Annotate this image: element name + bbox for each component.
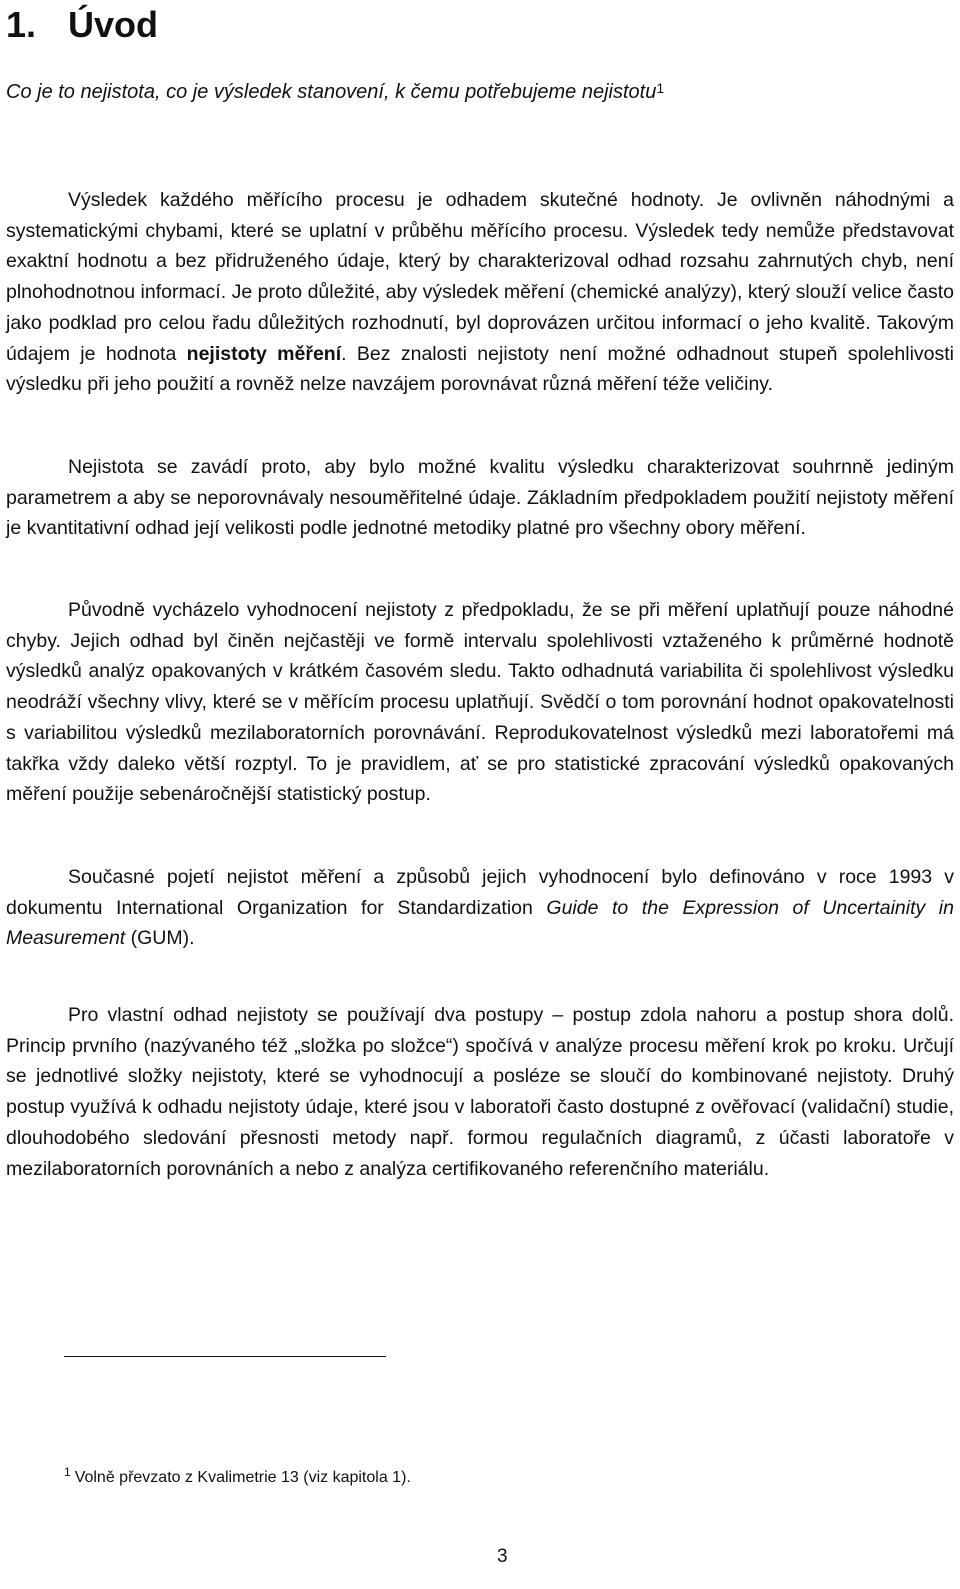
page-number: 3 <box>497 1546 508 1567</box>
paragraph-4-document-title: Guide to the Expression of Uncertainity in Measurement <box>6 896 954 950</box>
paragraph-1-text-a: Výsledek každého měřícího procesu je odhadem skutečné hodnoty. Je ovlivněn náhodnými a systematickými chybami, které se uplatní v průběhu měřícího procesu. Výsledek tedy nemůže představovat exaktní hodnotu a bez přidruženého údaje, který by charakterizoval odhad rozsahu zahrnutých chyb, není plnohodnotnou informací. Je proto důležité, aby výsledek měření (chemické analýzy), který slouží velice často jako podklad pro celou řadu důležitých rozhodnutí, byl doprovázen určitou informací o jeho kvalitě. Takovým údajem je hodnota <box>6 189 954 365</box>
chapter-number: 1. <box>6 4 37 45</box>
chapter-title: Úvod <box>68 4 158 45</box>
paragraph-4-text-b: (GUM). <box>125 927 195 950</box>
chapter-heading <box>6 0 158 50</box>
footnote-mark: 1 <box>64 1465 71 1479</box>
section-subtitle <box>6 78 664 106</box>
paragraph-1 <box>6 185 954 400</box>
paragraph-1-text-b: . Bez znalosti nejistoty není možné odhadnout stupeň spolehlivosti výsledku při jeho použití a rovněž nelze navzájem porovnávat různá měření téže veličiny. <box>6 342 954 396</box>
footnote-reference: 1 <box>656 80 665 96</box>
paragraph-4-text-a: Současné pojetí nejistot měření a způsobů jejich vyhodnocení bylo definováno v roce 1993 v dokumentu International Organization for Standardization <box>6 866 954 919</box>
paragraph-5: Pro vlastní odhad nejistoty se používají dva postupy – postup zdola nahoru a postup shora dolů. Princip prvního (nazývaného též „složka po složce“) spočívá v analýze procesu měření krok po kroku. Určují se jednotlivé složky nejistoty, které se vyhodnocují a posléze se sloučí do kombinované nejistoty. Druhý postup využívá k odhadu nejistoty údaje, které jsou v laboratoři často dostupné z ověřovací (validační) studie, dlouhodobého sledování přesnosti metody např. formou regulačních diagramů, z účasti laboratoře v mezilaboratorních porovnáních a nebo z analýza certifikovaného referenčního materiálu. <box>6 1004 954 1180</box>
paragraph-1-bold-term: nejistoty měření <box>186 342 342 365</box>
footnote-text: Volně převzato z Kvalimetrie 13 (viz kapitola 1). <box>74 1469 411 1486</box>
subtitle-text: Co je to nejistota, co je výsledek stanovení, k čemu potřebujeme nejistotu <box>6 81 657 103</box>
footnote <box>64 1467 411 1489</box>
paragraph-2: Nejistota se zavádí proto, aby bylo možné kvalitu výsledku charakterizovat souhrnně jediným parametrem a aby se neporovnávaly nesouměřitelné údaje. Základním předpokladem použití nejistoty měření je kvantitativní odhad její velikosti podle jednotné metodiky platné pro všechny obory měření. <box>6 456 954 540</box>
paragraph-4 <box>6 862 954 954</box>
paragraph-3: Původně vycházelo vyhodnocení nejistoty z předpokladu, že se při měření uplatňují pouze náhodné chyby. Jejich odhad byl činěn nejčastěji ve formě intervalu spolehlivosti vztaženého k průměrné hodnotě výsledků analýz opakovaných v krátkém časovém sledu. Takto odhadnutá variabilita či spolehlivost výsledku neodráží všechny vlivy, které se v měřícím procesu uplatňují. Svědčí o tom porovnání hodnot opakovatelnosti s variabilitou výsledků mezilaboratorních porovnávání. Reprodukovatelnost výsledků mezi laboratořemi má takřka vždy daleko větší rozptyl. To je pravidlem, ať se pro statistické zpracování výsledků opakovaných měření použije sebenáročnější statistický postup. <box>6 599 954 806</box>
footnote-separator <box>64 1356 386 1357</box>
